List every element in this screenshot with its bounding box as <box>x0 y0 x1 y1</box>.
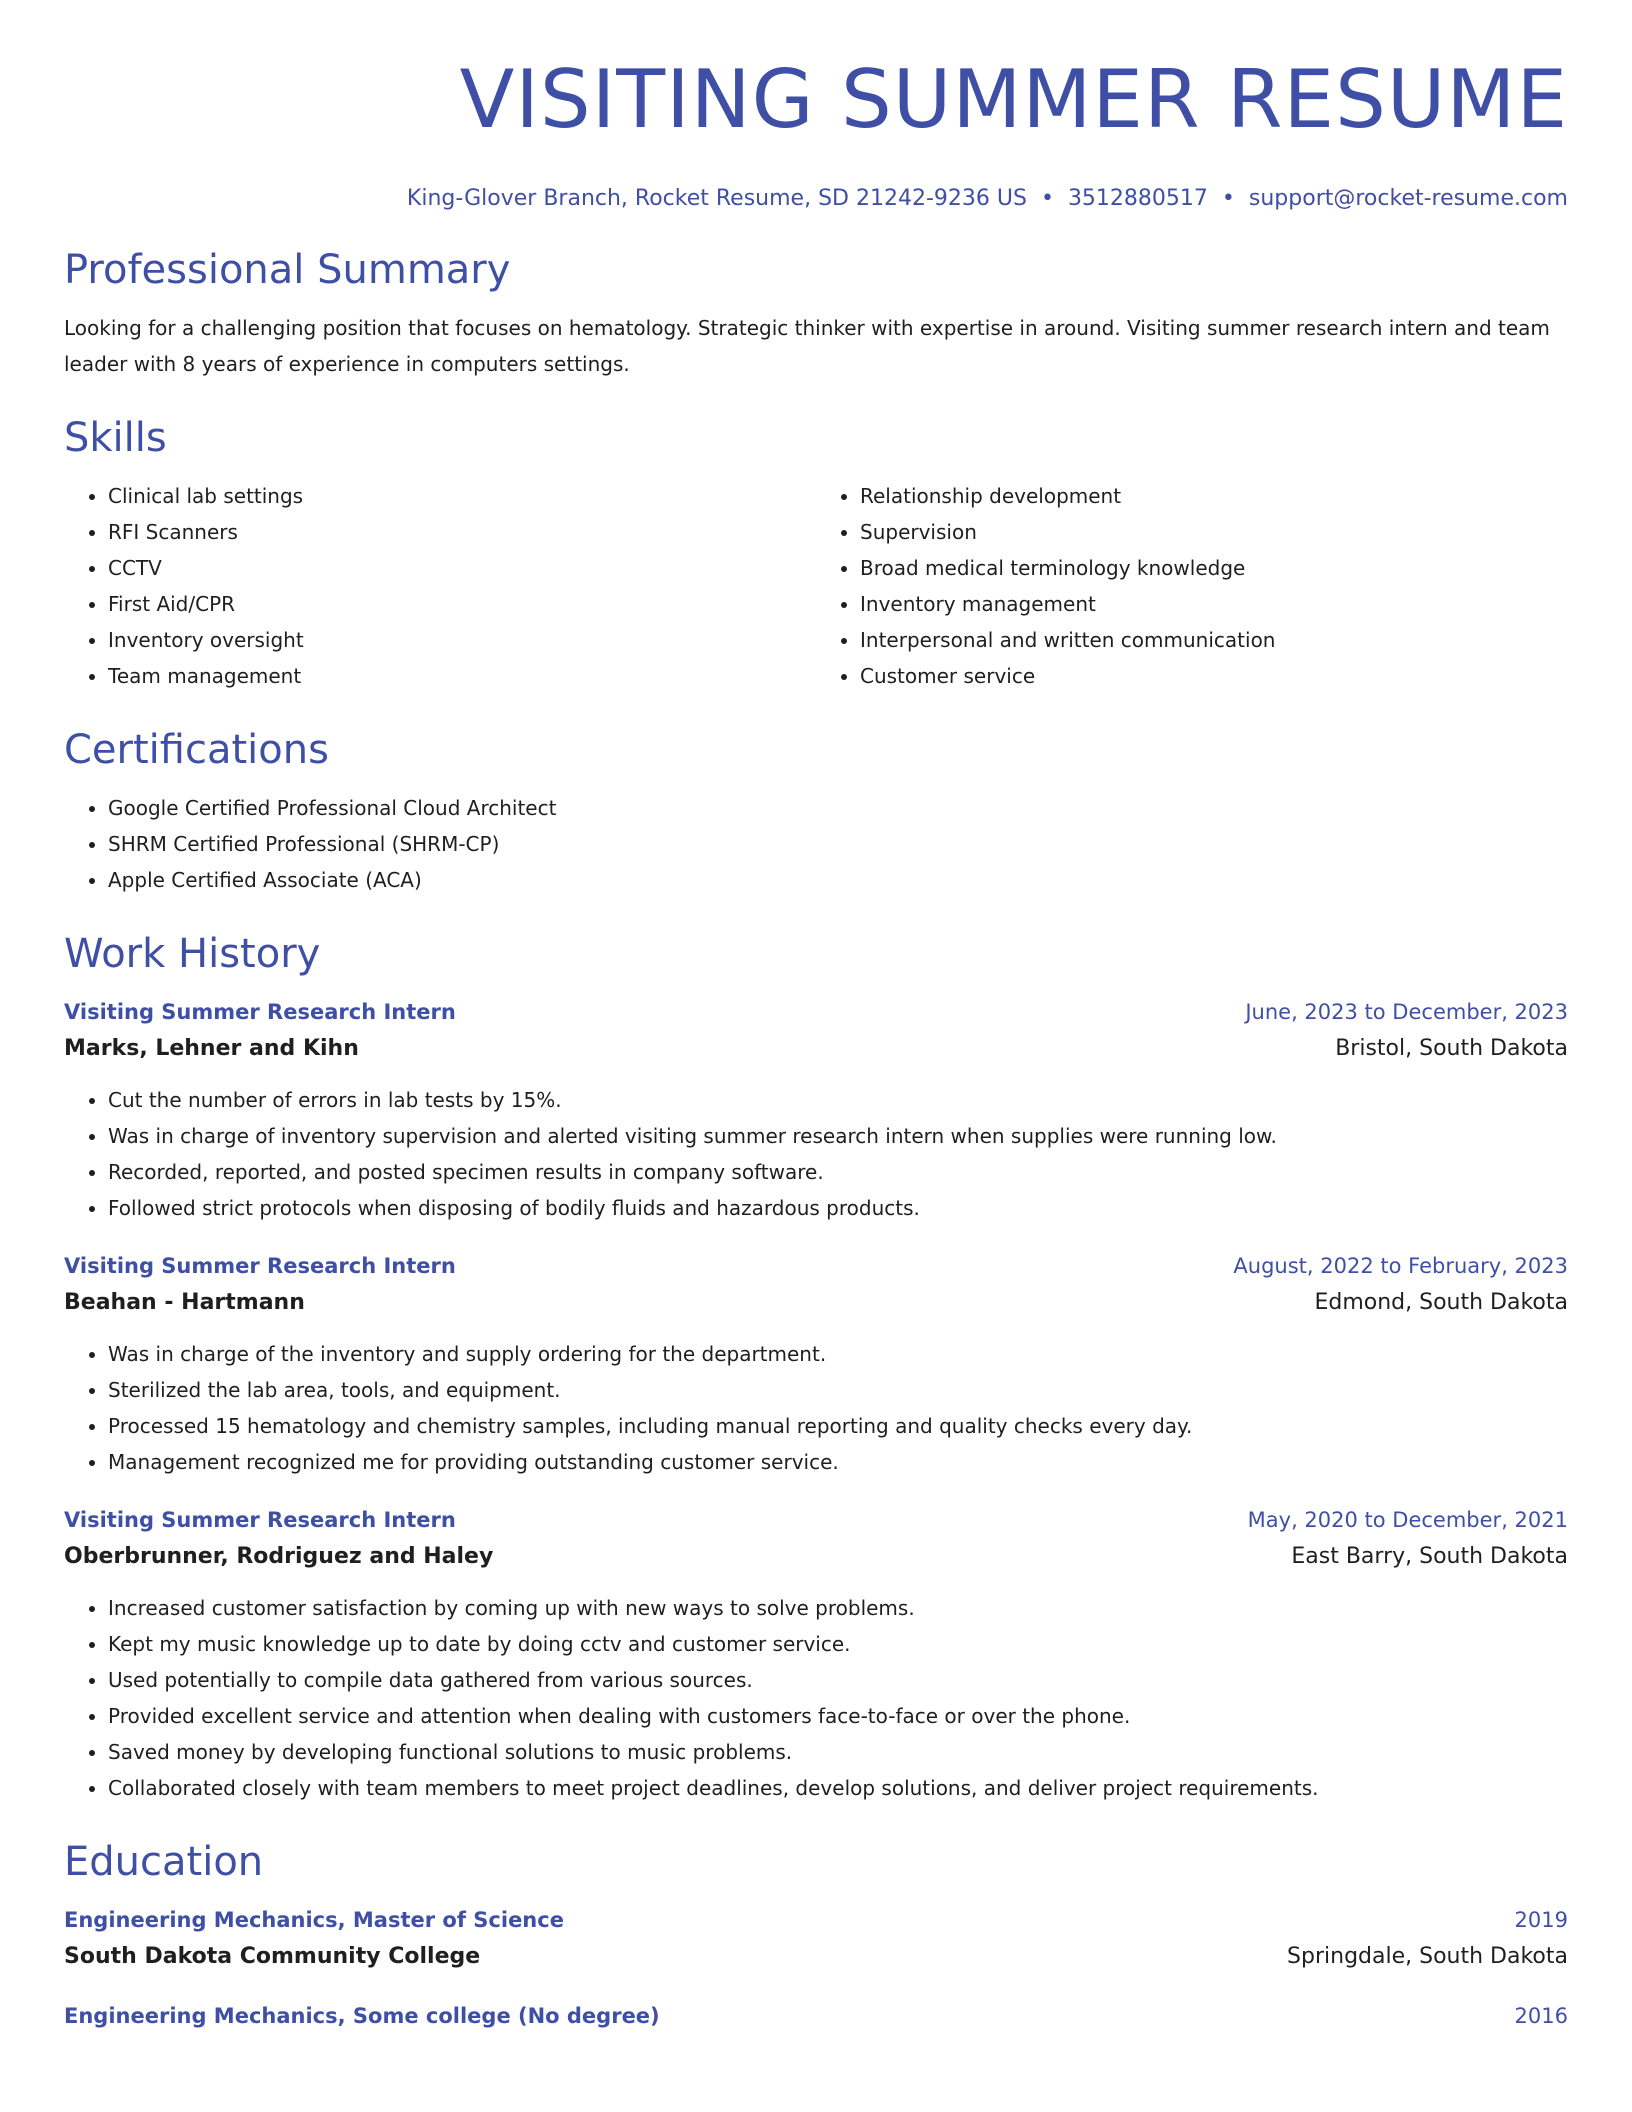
contact-phone: 3512880517 <box>1067 186 1208 211</box>
certification-item: • Google Certified Professional Cloud Architect <box>108 790 1568 826</box>
job-bullet: • Processed 15 hematology and chemistry samples, including manual reporting and quality checks every day. <box>108 1408 1568 1444</box>
job-bullet: • Was in charge of inventory supervision and alerted visiting summer research intern when supplies were running low. <box>108 1118 1568 1154</box>
skills-list-left <box>64 478 816 694</box>
certifications-section <box>64 724 1568 898</box>
job-bullet: • Increased customer satisfaction by coming up with new ways to solve problems. <box>108 1590 1568 1626</box>
skill-item: • Supervision <box>860 514 1568 550</box>
job-title: Visiting Summer Research Intern <box>64 1508 456 1532</box>
job-company: Oberbrunner, Rodriguez and Haley <box>64 1544 494 1569</box>
job-bullets <box>64 1336 1568 1480</box>
skill-item: • Team management <box>108 658 816 694</box>
certification-item: • Apple Certified Associate (ACA) <box>108 862 1568 898</box>
job-bullet: • Management recognized me for providing outstanding customer service. <box>108 1444 1568 1480</box>
skill-item: • Broad medical terminology knowledge <box>860 550 1568 586</box>
work-history-section <box>64 928 1568 1806</box>
skill-item: • Interpersonal and written communication <box>860 622 1568 658</box>
summary-heading: Professional Summary <box>64 247 511 293</box>
contact-address: King-Glover Branch, Rocket Resume, SD 21242-9236 US <box>406 186 1027 211</box>
skill-item: • Relationship development <box>860 478 1568 514</box>
education-degree: Engineering Mechanics, Some college (No degree) <box>64 2004 660 2028</box>
summary-text: Looking for a challenging position that focuses on hematology. Strategic thinker with expertise in around. Visiting summer research intern and team leader with 8 years of experience in computers settings. <box>64 316 1550 376</box>
contact-separator: • <box>1221 186 1235 211</box>
job-location: East Barry, South Dakota <box>1291 1544 1568 1569</box>
job-dates: June, 2023 to December, 2023 <box>1245 1000 1568 1024</box>
skill-item: • Inventory management <box>860 586 1568 622</box>
job-entry <box>64 1248 1568 1480</box>
job-dates: August, 2022 to February, 2023 <box>1233 1254 1568 1278</box>
skill-item: • RFI Scanners <box>108 514 816 550</box>
job-bullet: • Followed strict protocols when disposing of bodily fluids and hazardous products. <box>108 1190 1568 1226</box>
skill-item: • CCTV <box>108 550 816 586</box>
resume-header <box>64 0 1568 214</box>
job-bullets <box>64 1082 1568 1226</box>
resume-name: VISITING SUMMER RESUME <box>459 53 1568 146</box>
job-bullet: • Cut the number of errors in lab tests by 15%. <box>108 1082 1568 1118</box>
skills-list-right <box>816 478 1568 694</box>
job-bullet: • Kept my music knowledge up to date by doing cctv and customer service. <box>108 1626 1568 1662</box>
certifications-list <box>64 790 1568 898</box>
education-location: Springdale, South Dakota <box>1287 1944 1568 1969</box>
education-entry <box>64 1902 1568 1976</box>
education-school: South Dakota Community College <box>64 1944 481 1969</box>
job-location: Bristol, South Dakota <box>1335 1036 1568 1061</box>
education-entry <box>64 1998 1568 2034</box>
skills-heading: Skills <box>64 415 167 461</box>
job-bullet: • Collaborated closely with team members to meet project deadlines, develop solutions, and deliver project requirements. <box>108 1770 1568 1806</box>
contact-separator: • <box>1040 186 1054 211</box>
contact-line <box>64 184 1568 214</box>
education-heading: Education <box>64 1839 264 1885</box>
contact-email: support@rocket-resume.com <box>1248 186 1568 211</box>
job-title: Visiting Summer Research Intern <box>64 1000 456 1024</box>
work-history-heading: Work History <box>64 931 321 977</box>
job-entry <box>64 1502 1568 1806</box>
skills-section <box>64 412 1568 694</box>
job-entry <box>64 994 1568 1226</box>
job-company: Marks, Lehner and Kihn <box>64 1036 359 1061</box>
skill-item: • Inventory oversight <box>108 622 816 658</box>
job-bullet: • Sterilized the lab area, tools, and equipment. <box>108 1372 1568 1408</box>
summary-section <box>64 244 1568 382</box>
education-degree: Engineering Mechanics, Master of Science <box>64 1908 564 1932</box>
skills-grid <box>64 478 1568 694</box>
education-year: 2019 <box>1514 1908 1568 1932</box>
skill-item: • Customer service <box>860 658 1568 694</box>
job-location: Edmond, South Dakota <box>1314 1290 1568 1315</box>
education-section <box>64 1836 1568 2034</box>
skill-item: • Clinical lab settings <box>108 478 816 514</box>
job-bullet: • Provided excellent service and attention when dealing with customers face-to-face or over the phone. <box>108 1698 1568 1734</box>
job-bullets <box>64 1590 1568 1806</box>
job-title: Visiting Summer Research Intern <box>64 1254 456 1278</box>
certification-item: • SHRM Certified Professional (SHRM-CP) <box>108 826 1568 862</box>
job-bullet: • Saved money by developing functional solutions to music problems. <box>108 1734 1568 1770</box>
job-company: Beahan - Hartmann <box>64 1290 305 1315</box>
job-dates: May, 2020 to December, 2021 <box>1247 1508 1568 1532</box>
skill-item: • First Aid/CPR <box>108 586 816 622</box>
certifications-heading: Certifications <box>64 727 329 773</box>
job-bullet: • Was in charge of the inventory and supply ordering for the department. <box>108 1336 1568 1372</box>
job-bullet: • Recorded, reported, and posted specimen results in company software. <box>108 1154 1568 1190</box>
job-bullet: • Used potentially to compile data gathered from various sources. <box>108 1662 1568 1698</box>
education-year: 2016 <box>1514 2004 1568 2028</box>
